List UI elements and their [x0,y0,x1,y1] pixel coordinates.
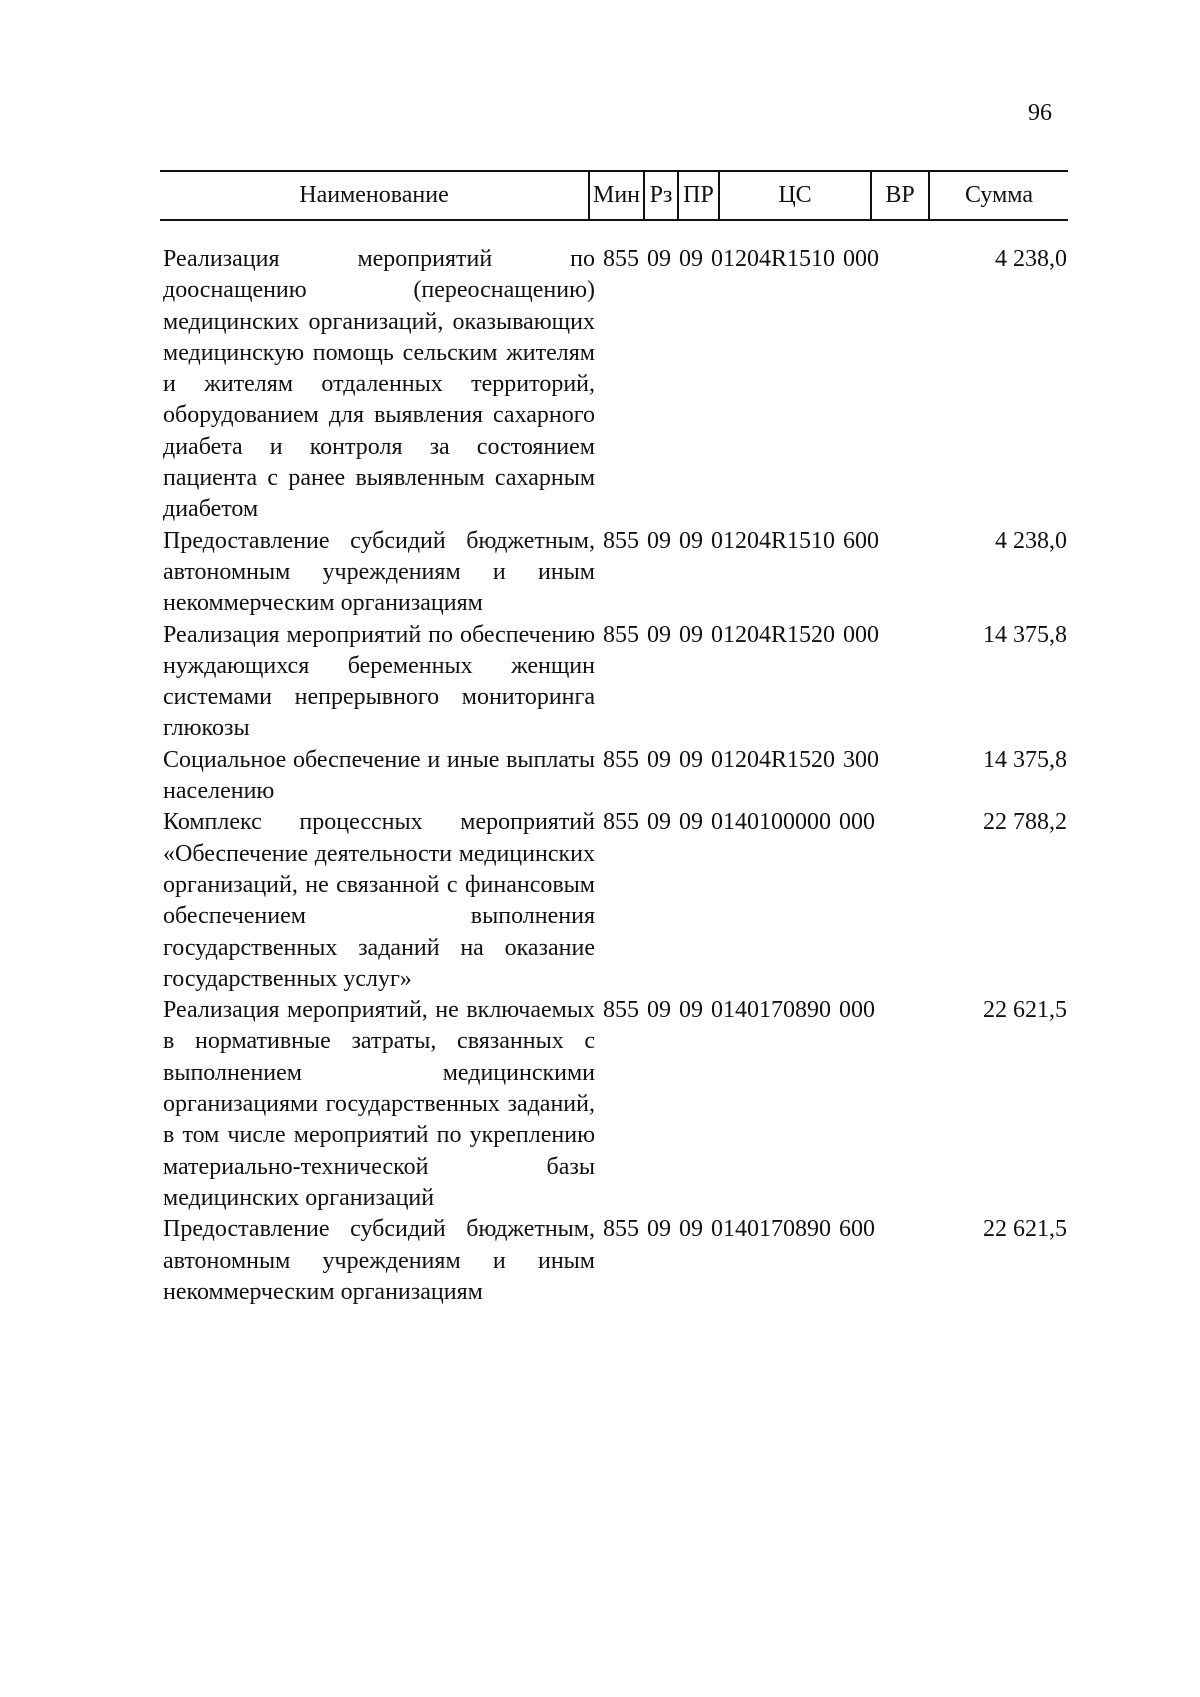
row-amount: 4 238,0 [995,527,1067,554]
header-cs: ЦС [778,182,812,208]
table-row [0,526,1200,620]
table-row [0,745,1200,808]
row-codes: 855 09 09 01204R1510 600 [603,527,880,554]
table-row [0,244,1200,526]
row-name: Предоставление субсидий бюджетным, автономным учреждениям и иным некоммерческим организациям [163,1216,595,1305]
page-number: 96 [1028,100,1052,126]
header-sum: Сумма [965,182,1033,208]
row-name: Реализация мероприятий по дооснащению (переоснащению) медицинских организаций, оказывающих медицинскую помощь сельским жителям и жителям отдаленных территорий, оборудованием для выявления сахарного диабета и контроля за состоянием пациента с ранее выявленным сахарным диабетом [163,246,595,523]
row-codes: 855 09 09 0140170890 000 [603,997,875,1024]
table-row [0,807,1200,995]
header-name: Наименование [299,182,449,208]
row-name: Социальное обеспечение и иные выплаты населению [163,746,595,805]
row-amount: 22 621,5 [983,1216,1067,1243]
row-amount: 22 621,5 [983,997,1067,1024]
row-name: Комплекс процессных мероприятий «Обеспечение деятельности медицинских организаций, не связанной с финансовым обеспечением выполнения государственных заданий на оказание государственных услуг» [163,809,595,992]
row-name: Реализация мероприятий по обеспечению нуждающихся беременных женщин системами непрерывного мониторинга глюкозы [163,621,595,742]
header-pr: ПР [683,182,714,208]
row-name: Предоставление субсидий бюджетным, автономным учреждениям и иным некоммерческим организациям [163,527,595,617]
row-codes: 855 09 09 01204R1520 300 [603,746,880,773]
table-body [0,244,1200,1308]
row-amount: 22 788,2 [983,809,1067,836]
row-name: Реализация мероприятий, не включаемых в нормативные затраты, связанных с выполнением медицинскими организациями государственных заданий, в том числе мероприятий по укреплению материально-технической базы медицинских организаций [163,997,595,1211]
header-rz: Рз [649,182,673,208]
row-amount: 4 238,0 [995,246,1067,272]
table-row [0,1214,1200,1308]
row-codes: 855 09 09 0140100000 000 [603,809,875,836]
row-amount: 14 375,8 [983,746,1067,773]
header-min: Мин [592,182,641,208]
table-row [0,620,1200,745]
header-vr: ВР [885,182,915,208]
row-amount: 14 375,8 [983,621,1067,648]
table-row [0,995,1200,1214]
row-codes: 855 09 09 0140170890 600 [603,1216,875,1243]
row-codes: 855 09 09 01204R1510 000 [603,246,880,272]
row-codes: 855 09 09 01204R1520 000 [603,621,880,648]
table-header [160,170,1068,221]
